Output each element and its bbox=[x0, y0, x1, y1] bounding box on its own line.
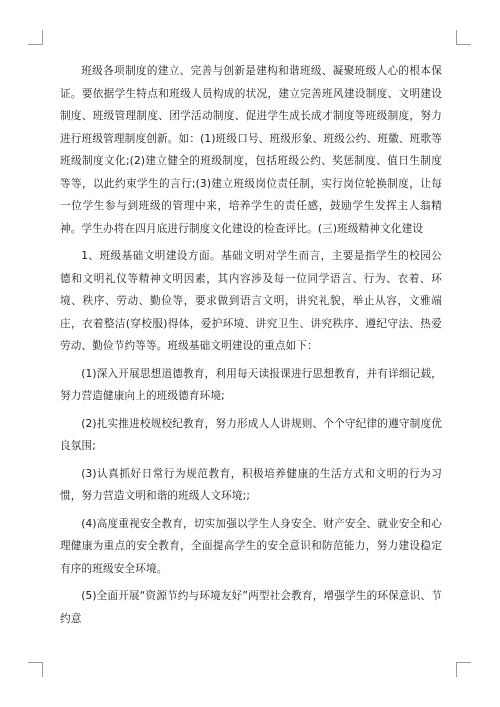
crop-mark-top-right bbox=[456, 30, 471, 45]
crop-mark-top-left bbox=[28, 30, 43, 45]
paragraph-item-1: (1)深入开展思想道德教育，利用每天读报课进行思想教育，并有详细记载，努力营造健康向上的班级德育环境; bbox=[60, 367, 442, 402]
paragraph-item-3: (3)认真抓好日常行为规范教育，积极培养健康的生活方式和文明的行为习惯，努力营造文明和谐的班级人文环境;; bbox=[60, 467, 442, 502]
paragraph-class-rules: 班级各项制度的建立、完善与创新是建构和谐班级、凝聚班级人心的根本保证。要依据学生特点和班级人员构成的状况，建立完善班风建设制度、文明建设制度、班级管理制度、团学活动制度、促进学生成长成才制度等班级制度，努力进行班级管理制度创新。如：(1)班级口号、班级形象、班级公约、班徽、班歌等班级制度文化;(2)建立健全的班级制度，包括班级公约、奖惩制度、值日生制度等等，以此约束学生的言行;(3)建立班级岗位责任制，实行岗位轮换制度，让每一位学生参与到班级的管理中来，培养学生的责任感，鼓励学生发挥主人翁精神。学生办将在四月底进行制度文化建设的检查评比。(三)班级精神文化建设 bbox=[60, 65, 442, 235]
crop-mark-bottom-left bbox=[28, 662, 43, 677]
paragraph-basic-civility: 1、班级基础文明建设方面。基础文明对学生而言，主要是指学生的校园公德和文明礼仪等精神文明因素，其内容涉及每一位同学语言、行为、衣着、环境、秩序、劳动、勤俭等，要求做到语言文明，讲究礼貌，举止从容，文雅端庄，衣着整洁(穿校服)得体，爱护环境、讲究卫生、讲究秩序、遵纪守法、热爱劳动、勤俭节约等等。班级基础文明建设的重点如下： bbox=[60, 250, 442, 352]
paragraph-item-4: (4)高度重视安全教育，切实加强以学生人身安全、财产安全、就业安全和心理健康为重点的安全教育，全面提高学生的安全意识和防范能力，努力建设稳定有序的班级安全环境。 bbox=[60, 517, 442, 575]
crop-mark-bottom-right bbox=[456, 662, 471, 677]
document-body bbox=[60, 60, 442, 660]
paragraph-item-2: (2)扎实推进校规校纪教育，努力形成人人讲规则、个个守纪律的遵守制度优良氛围; bbox=[60, 417, 442, 452]
paragraph-item-5: (5)全面开展“资源节约与环境友好”两型社会教育，增强学生的环保意识、节约意 bbox=[60, 590, 442, 625]
